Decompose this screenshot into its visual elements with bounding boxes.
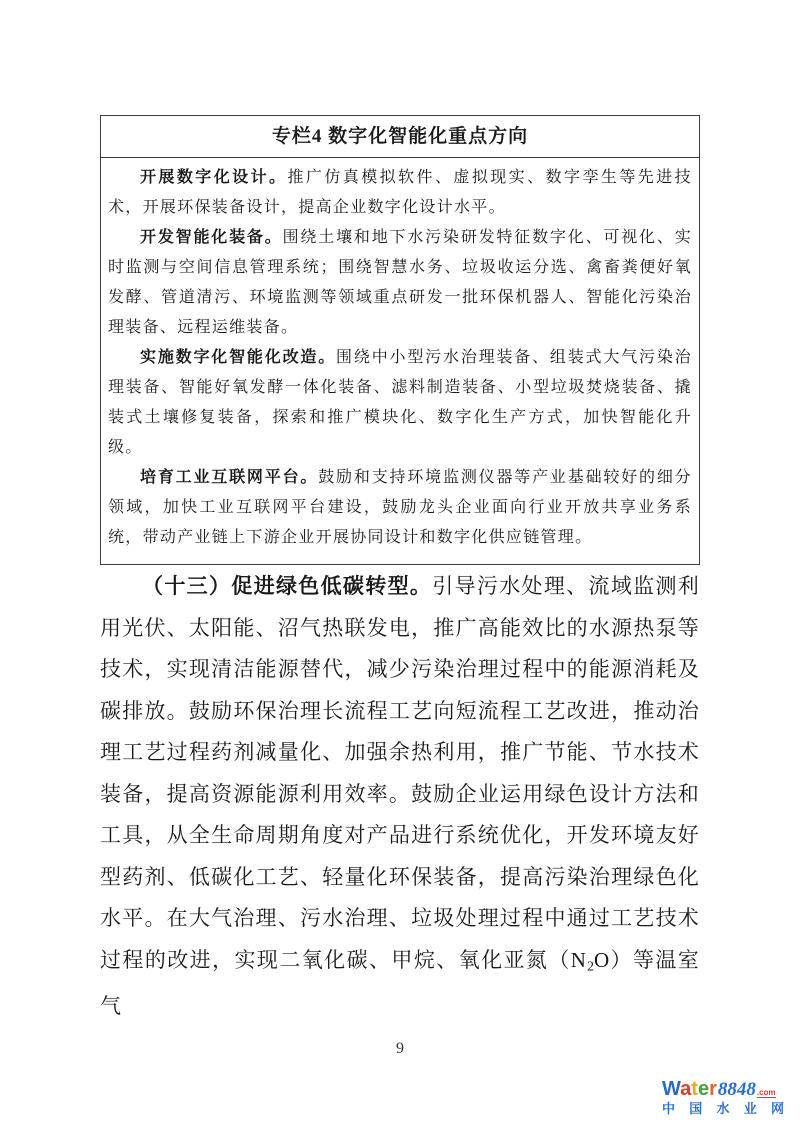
paragraph-text: 推广仿真模拟软件、虚拟现实、数字孪生等先进技术，开展环保装备设计，提高企业数字化设计水平。 bbox=[108, 169, 692, 216]
logo-8848-text: 8848 bbox=[717, 1079, 756, 1100]
paragraph-lead: 实施数字化智能化改造。 bbox=[140, 349, 337, 366]
panel-paragraph bbox=[108, 163, 692, 223]
logo-water-text: Water bbox=[662, 1078, 717, 1100]
panel-column4 bbox=[100, 115, 700, 565]
paragraph-lead: 开展数字化设计。 bbox=[140, 169, 288, 186]
paragraph-text: 围绕中小型污水治理装备、组装式大气污染治理装备、智能好氧发酵一体化装备、滤料制造装备、小型垃圾焚烧装备、撬装式土壤修复装备，探索和推广模块化、数字化生产方式，加快智能化升级。 bbox=[108, 349, 692, 456]
panel-paragraph bbox=[108, 223, 692, 343]
panel-paragraph bbox=[108, 463, 692, 553]
paragraph-text: 鼓励和支持环境监测仪器等产业基础较好的细分领域，加快工业互联网平台建设，鼓励龙头企业面向行业开放共享业务系统，带动产业链上下游企业开展协同设计和数字化供应链管理。 bbox=[108, 469, 692, 546]
paragraph-lead: 开发智能化装备。 bbox=[140, 229, 283, 246]
section-body-tail: O）等温室气 bbox=[100, 947, 700, 1019]
logo-tagline: 中 国 水 业 网 bbox=[662, 1101, 784, 1116]
paragraph-lead: 培育工业互联网平台。 bbox=[140, 469, 319, 486]
paragraph-text: 围绕土壤和地下水污染研发特征数字化、可视化、实时监测与空间信息管理系统；围绕智慧水务、垃圾收运分选、禽畜粪便好氧发酵、管道清污、环境监测等领域重点研发一批环保机器人、智能化污染治理装备、远程运维装备。 bbox=[108, 229, 692, 336]
water8848-logo bbox=[662, 1079, 792, 1115]
page-number: 9 bbox=[396, 1040, 404, 1057]
main-text bbox=[100, 566, 700, 1028]
logo-tld-text: .com bbox=[756, 1088, 776, 1097]
section-body: 引导污水处理、流域监测利用光伏、太阳能、沼气热联发电，推广高能效比的水源热泵等技术，实现清洁能源替代，减少污染治理过程中的能源消耗及碳排放。鼓励环保治理长流程工艺向短流程工艺改进，推动治理工艺过程药剂减量化、加强余热利用，推广节能、节水技术装备，提高资源能源利用效率。鼓励企业运用绿色设计方法和工具，从全生命周期角度对产品进行系统优化，开发环境友好型药剂、低碳化工艺、轻量化环保装备，提高污染治理绿色化水平。在大气治理、污水治理、垃圾处理过程中通过工艺技术过程的改进，实现二氧化碳、甲烷、氧化亚氮（N bbox=[100, 574, 700, 972]
panel-paragraph bbox=[108, 343, 692, 463]
section-heading: （十三）促进绿色低碳转型。 bbox=[142, 574, 433, 598]
subscript-2: 2 bbox=[587, 957, 594, 973]
logo-wordmark bbox=[662, 1079, 792, 1099]
panel-body bbox=[101, 158, 699, 564]
section-paragraph bbox=[100, 566, 700, 1028]
panel-title: 专栏4 数字化智能化重点方向 bbox=[101, 116, 699, 158]
